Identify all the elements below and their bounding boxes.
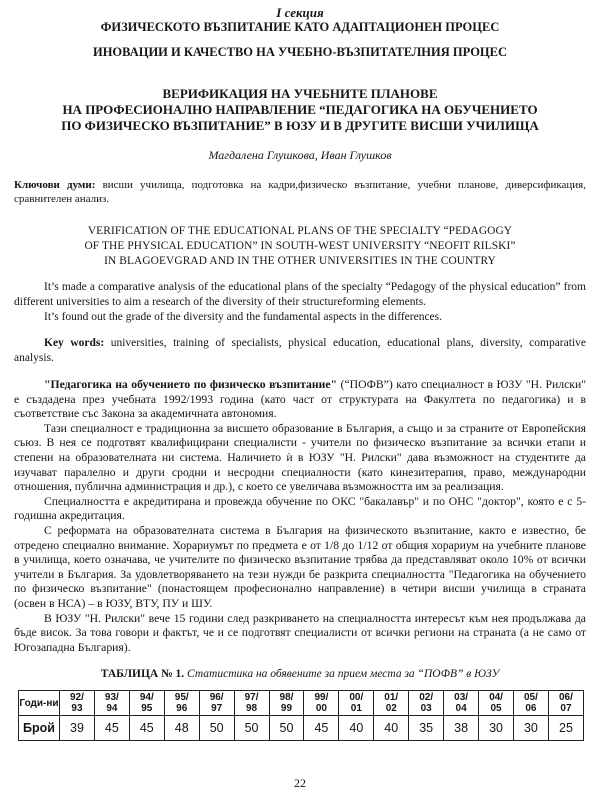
english-title-line: OF THE PHYSICAL EDUCATION” IN SOUTH-WEST UNIVERSITY “NEOFIT RILSKI”	[84, 240, 516, 252]
years-row	[19, 691, 584, 716]
table-caption-text: Статистика на обявените за прием места за “ПОФВ” в ЮЗУ	[184, 668, 500, 681]
count-cell: 50	[269, 716, 304, 741]
year-cell-top: 96/	[209, 692, 224, 704]
year-cell	[199, 691, 234, 716]
section-label: I секция	[276, 5, 324, 20]
year-cell-bottom: 94	[106, 703, 118, 715]
table-caption	[14, 667, 586, 681]
conference-subtitle: ИНОВАЦИИ И КАЧЕСТВО НА УЧЕБНО-ВЪЗПИТАТЕЛНИЯ ПРОЦЕС	[92, 45, 507, 59]
years-row-header: Годи-ни	[19, 691, 60, 716]
count-cell: 48	[164, 716, 199, 741]
count-cell: 39	[60, 716, 95, 741]
year-cell-bottom: 04	[455, 703, 467, 715]
year-cell-top: 92/	[70, 692, 84, 704]
article-authors: Магдалена Глушкова, Иван Глушков	[208, 148, 392, 162]
english-title-line: VERIFICATION OF THE EDUCATIONAL PLANS OF THE SPECIALTY “PEDAGOGY	[87, 225, 513, 237]
year-cell	[60, 691, 95, 716]
admission-table	[18, 690, 584, 741]
year-cell-top: 01/	[384, 692, 399, 704]
count-cell: 25	[548, 716, 583, 741]
keywords-bg	[14, 178, 586, 206]
year-cell-bottom: 06	[525, 703, 537, 715]
year-cell-bottom: 99	[280, 703, 293, 715]
english-title-line: IN BLAGOEVGRAD AND IN THE OTHER UNIVERSITIES IN THE COUNTRY	[104, 255, 496, 267]
count-cell: 40	[374, 716, 409, 741]
english-abstract	[14, 280, 586, 325]
year-cell-bottom: 97	[211, 703, 223, 715]
year-cell-top: 95/	[174, 692, 189, 704]
article-title-line: ПО ФИЗИЧЕСКО ВЪЗПИТАНИЕ” В ЮЗУ И В ДРУГИТЕ ВИСШИ УЧИЛИЩА	[61, 118, 539, 133]
year-cell	[548, 691, 583, 716]
year-cell	[513, 691, 548, 716]
body-paragraph: Специалността е акредитирана и провежда обучение по ОКС "бакалавър" и по ОНС "доктор", която е с 5-годишна акредитация.	[14, 494, 586, 523]
table-caption-label: ТАБЛИЦА № 1.	[100, 668, 185, 681]
year-cell	[339, 691, 374, 716]
year-cell	[164, 691, 199, 716]
body-text: (“ПОФВ”) като специалност в ЮЗУ "Н. Рилски" е създадена през учебната 1992/1993 година (като част от структурата на Факултета по педагогика) и в съответствие със Закона за академичната автономия.	[14, 378, 586, 421]
year-cell	[409, 691, 444, 716]
year-cell-bottom: 03	[420, 703, 432, 715]
body-paragraph	[14, 378, 586, 422]
year-cell-top: 94/	[139, 692, 154, 704]
count-cell: 45	[129, 716, 164, 741]
year-cell-top: 04/	[489, 692, 503, 704]
keywords-bg-label: Ключови думи:	[14, 179, 96, 191]
year-cell-bottom: 93	[71, 703, 83, 715]
body-paragraph: С реформата на образователната система в България на физическото възпитание, както е известно, бе отредено специално внимание. Хорариумът по предмета е от 1/8 до 1/12 от общия хорариум на учебните планове в училища, което означава, че учителите по физическо възпитание трябва да представляват около 10% от всички учители в България. За удовлетворяването на тези нужди бе разкрита специалността "Педагогика на обучението по физическо възпитание" (понастоящем професионално направление) в четири висши училища в страната (освен в НСА) – в ЮЗУ, ВТУ, ПУ и ШУ.	[14, 523, 586, 610]
count-cell: 50	[234, 716, 269, 741]
count-cell: 38	[444, 716, 479, 741]
english-abstract-paragraph: It’s made a comparative analysis of the educational plans of the specialty “Pedagogy of the physical education” from different universities to aim a research of the diversity of their structureforming elements.	[14, 281, 586, 308]
count-cell: 45	[304, 716, 339, 741]
year-cell-bottom: 00	[315, 703, 327, 715]
page-number: 22	[294, 776, 306, 790]
year-cell-top: 03/	[454, 692, 469, 704]
year-cell-bottom: 95	[141, 703, 153, 715]
article-body	[14, 378, 586, 655]
year-cell-top: 05/	[523, 692, 538, 704]
count-cell: 40	[339, 716, 374, 741]
year-cell	[129, 691, 164, 716]
body-paragraph: Тази специалност е традиционна за висшето образование в България, а също и за страните от Европейския съюз. В нея се подготвят квалифицирани специалисти - учители по физическо възпитание за всички етапи и степени на образователната ни система. Наличието ѝ в ЮЗУ "Н. Рилски" дава възможност на студентите да изучават паралелно и други сродни и несродни специалности (като кинезитерапия, право, международни отношения, публична администрация и др.), с което се увеличава възможността им за реализация.	[14, 421, 586, 494]
specialty-term: "Педагогика на обучението по физическо възпитание"	[44, 378, 338, 391]
keywords-bg-text: висши училища, подготовка на кадри,физическо възпитание, учебни планове, диверсификация, сравнителен анализ.	[14, 179, 586, 205]
year-cell	[304, 691, 339, 716]
year-cell-bottom: 98	[246, 703, 258, 715]
count-cell: 35	[409, 716, 444, 741]
article-title-line: НА ПРОФЕСИОНАЛНО НАПРАВЛЕНИЕ “ПЕДАГОГИКА НА ОБУЧЕНИЕТО	[62, 102, 538, 117]
keywords-en-label: Key words:	[44, 337, 105, 349]
year-cell-bottom: 02	[385, 703, 397, 715]
year-cell-top: 99/	[314, 692, 329, 704]
year-cell	[374, 691, 409, 716]
year-cell-bottom: 96	[176, 703, 188, 715]
year-cell	[234, 691, 269, 716]
keywords-en-text: universities, training of specialists, physical education, educational plans, diversity, comparative analysis.	[14, 337, 586, 364]
year-cell	[94, 691, 129, 716]
count-cell: 30	[479, 716, 514, 741]
article-title	[14, 86, 586, 134]
count-cell: 45	[94, 716, 129, 741]
year-cell	[444, 691, 479, 716]
english-title	[14, 224, 586, 269]
year-cell-top: 06/	[559, 692, 573, 704]
year-cell-top: 02/	[419, 692, 434, 704]
year-cell-top: 98/	[279, 692, 294, 704]
year-cell-top: 93/	[104, 692, 119, 704]
article-title-line: ВЕРИФИКАЦИЯ НА УЧЕБНИТЕ ПЛАНОВЕ	[162, 86, 438, 101]
counts-row-header: Брой	[19, 716, 60, 741]
year-cell-bottom: 07	[560, 703, 572, 715]
counts-row	[19, 716, 584, 741]
conference-title: ФИЗИЧЕСКОТО ВЪЗПИТАНИЕ КАТО АДАПТАЦИОНЕН ПРОЦЕС	[100, 20, 500, 34]
year-cell	[479, 691, 514, 716]
body-paragraph: В ЮЗУ "Н. Рилски" вече 15 години след разкриването на специалността интересът към нея продължава да бъде висок. За това говори и фактът, че и се подготвят специалисти от всички региони на страната (а не само от Югозападна България).	[14, 611, 586, 654]
year-cell-bottom: 01	[350, 703, 362, 715]
keywords-en	[14, 336, 586, 366]
year-cell-top: 97/	[244, 692, 259, 704]
english-abstract-paragraph: It’s found out the grade of the diversity and the fundamental aspects in the differences.	[44, 311, 443, 323]
year-cell-top: 00/	[349, 692, 364, 704]
year-cell-bottom: 05	[490, 703, 502, 715]
year-cell	[269, 691, 304, 716]
count-cell: 30	[513, 716, 548, 741]
count-cell: 50	[199, 716, 234, 741]
